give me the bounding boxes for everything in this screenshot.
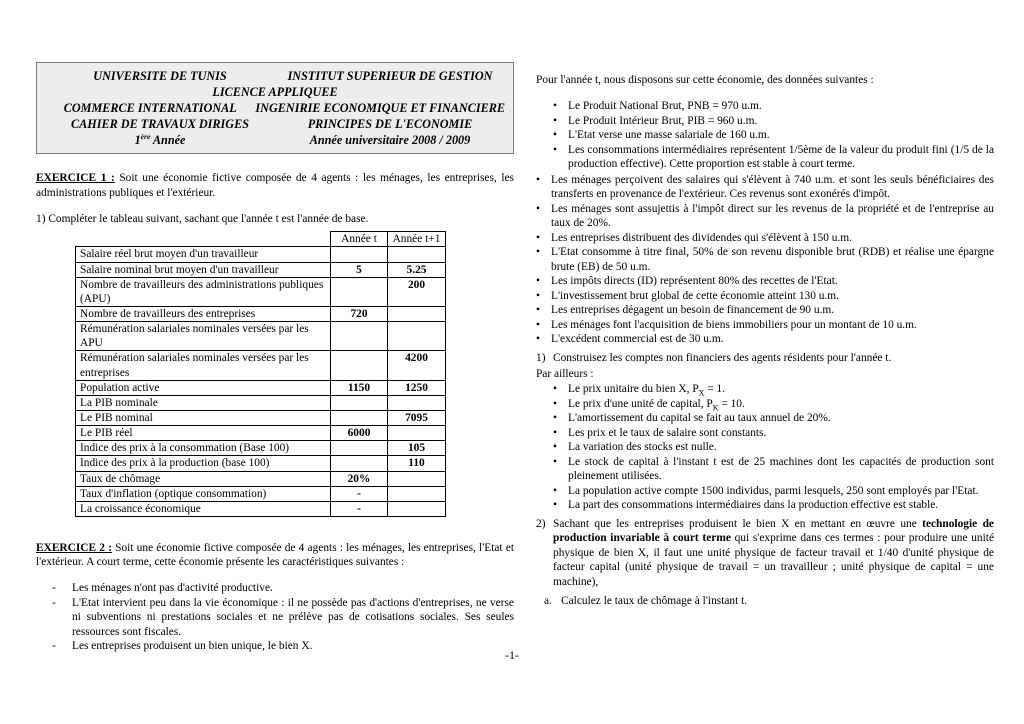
list-item bbox=[536, 332, 994, 346]
value-annee-t: 20% bbox=[331, 471, 388, 486]
subscript: K bbox=[712, 403, 719, 413]
value-annee-t1: 110 bbox=[388, 456, 446, 471]
list-item-text: Les entreprises produisent un bien unique, le bien X. bbox=[72, 640, 313, 653]
header-line-2 bbox=[45, 84, 505, 100]
row-label: Le PIB réel bbox=[76, 426, 331, 441]
value-annee-t bbox=[331, 351, 388, 380]
row-label: Indice des prix à la consommation (Base 100) bbox=[76, 441, 331, 456]
list-item bbox=[536, 173, 994, 202]
bullet-marker: • bbox=[536, 304, 540, 317]
value-annee-t bbox=[331, 247, 388, 262]
list-item-text: Le stock de capital à l'instant t est de 25 machines dont les capacités de production sont pleinement utilisées. bbox=[568, 455, 994, 483]
table-col-annee-t1: Année t+1 bbox=[388, 232, 446, 247]
row-label: La croissance économique bbox=[76, 501, 331, 516]
table-row bbox=[76, 322, 446, 351]
question-1-marker: 1) bbox=[536, 351, 546, 364]
bullet-marker: • bbox=[536, 202, 540, 215]
page-number: -1- bbox=[505, 648, 519, 662]
list-item-text: Les impôts directs (ID) représentent 80% des recettes de l'Etat. bbox=[551, 275, 838, 288]
par-ailleurs-label: Par ailleurs : bbox=[536, 367, 594, 380]
header-annee: 1ère Année bbox=[134, 132, 186, 148]
value-annee-t1: 7095 bbox=[388, 411, 446, 426]
header-line-5 bbox=[45, 132, 505, 148]
header-line-3 bbox=[45, 100, 505, 116]
value-annee-t1 bbox=[388, 471, 446, 486]
list-item-text: Les ménages n'ont pas d'activité productive. bbox=[72, 582, 273, 595]
table-corner-cell bbox=[76, 232, 331, 247]
list-item bbox=[553, 440, 994, 454]
header-principes: PRINCIPES DE L'ECONOMIE bbox=[307, 117, 473, 132]
row-label: Salaire nominal brut moyen d'un travailleur bbox=[76, 262, 331, 277]
header-university: UNIVERSITE DE TUNIS bbox=[93, 69, 227, 83]
table-row bbox=[76, 456, 446, 471]
value-annee-t bbox=[331, 456, 388, 471]
table-row bbox=[76, 351, 446, 380]
list-item-text: L'Etat consomme à titre final, 50% de son revenu disponible brut (RDB) et réalise une épargne brute (EB) de 50 u.m. bbox=[551, 246, 994, 273]
list-item-text: Les entreprises distribuent des dividendes qui s'élèvent à 150 u.m. bbox=[551, 231, 852, 244]
table-row bbox=[76, 471, 446, 486]
value-annee-t1: 105 bbox=[388, 441, 446, 456]
bullet-marker: • bbox=[553, 412, 557, 425]
header-ingenierie: INGENIRIE ECONOMIQUE ET FINANCIERE bbox=[255, 101, 505, 116]
dash-marker: - bbox=[52, 582, 56, 595]
table-row bbox=[76, 395, 446, 410]
bullet-marker: • bbox=[536, 318, 540, 331]
exercise1-intro bbox=[36, 171, 514, 200]
list-item bbox=[536, 274, 994, 288]
list-item bbox=[553, 99, 994, 113]
table-row bbox=[76, 411, 446, 426]
table-col-annee-t: Année t bbox=[331, 232, 388, 247]
bullet-marker: • bbox=[553, 114, 557, 127]
list-item-text: Le Produit National Brut, PNB = 970 u.m. bbox=[568, 100, 762, 113]
row-label: Taux d'inflation (optique consommation) bbox=[76, 486, 331, 501]
assumptions-list bbox=[536, 382, 994, 512]
table-row bbox=[76, 486, 446, 501]
exercise2-intro bbox=[36, 541, 514, 570]
header-line-1 bbox=[45, 68, 505, 84]
list-item-text: L'excédent commercial est de 30 u.m. bbox=[551, 333, 724, 346]
two-column-layout bbox=[36, 62, 994, 654]
list-item bbox=[553, 498, 994, 512]
list-item-text: La part des consommations intermédiaires dans la production effective est stable. bbox=[568, 499, 939, 512]
header-cahier: CAHIER DE TRAVAUX DIRIGES bbox=[70, 117, 249, 132]
bullet-marker: • bbox=[553, 484, 557, 497]
bullet-marker: • bbox=[553, 426, 557, 439]
row-label: Le PIB nominal bbox=[76, 411, 331, 426]
economy-data-list-b bbox=[536, 173, 994, 347]
superscript: ère bbox=[140, 132, 151, 142]
list-item-text: Les ménages font l'acquisition de biens immobiliers pour un montant de 10 u.m. bbox=[551, 318, 917, 331]
table-row bbox=[76, 441, 446, 456]
list-item bbox=[553, 426, 994, 440]
list-item-text: Les ménages sont assujettis à l'impôt direct sur les revenus de la propriété et de l'entreprise au taux de 20%. bbox=[551, 202, 994, 230]
question-1-text: Construisez les comptes non financiers des agents résidents pour l'année t. bbox=[553, 351, 892, 364]
value-annee-t: 720 bbox=[331, 307, 388, 322]
exercise2-intro-text: Soit une économie fictive composée de 4 agents : les ménages, les entreprises, l'Etat et l'extérieur. A court terme, cette économie présente les caractéristiques suivantes : bbox=[36, 541, 514, 569]
value-annee-t1: 5.25 bbox=[388, 262, 446, 277]
list-item-text: La variation des stocks est nulle. bbox=[568, 441, 717, 454]
table-row bbox=[76, 501, 446, 516]
question-2a bbox=[544, 594, 994, 608]
header-annee-universitaire: Année universitaire 2008 / 2009 bbox=[309, 133, 471, 148]
header-licence: LICENCE APPLIQUEE bbox=[212, 85, 338, 100]
list-item-text: Les prix et le taux de salaire sont constants. bbox=[568, 426, 767, 439]
table-header-row bbox=[76, 232, 446, 247]
question-1 bbox=[536, 351, 994, 365]
table-row bbox=[76, 277, 446, 306]
bullet-marker: • bbox=[536, 246, 540, 259]
question-2-marker: 2) bbox=[536, 517, 546, 530]
list-item-text: L'Etat verse une masse salariale de 160 u.m. bbox=[568, 129, 770, 142]
exercise1-table bbox=[75, 231, 446, 517]
table-row bbox=[76, 307, 446, 322]
header-institute: INSTITUT SUPERIEUR DE GESTION bbox=[287, 69, 493, 83]
list-item bbox=[553, 455, 994, 484]
row-label: Population active bbox=[76, 380, 331, 395]
value-annee-t1 bbox=[388, 426, 446, 441]
list-item bbox=[536, 202, 994, 231]
row-label: Nombre de travailleurs des entreprises bbox=[76, 307, 331, 322]
table-row bbox=[76, 380, 446, 395]
value-annee-t: 1150 bbox=[331, 380, 388, 395]
left-column bbox=[36, 62, 514, 654]
value-annee-t bbox=[331, 395, 388, 410]
value-annee-t1: 200 bbox=[388, 277, 446, 306]
bullet-marker: • bbox=[536, 333, 540, 346]
list-item bbox=[553, 143, 994, 172]
exercise1-title: EXERCICE 1 : bbox=[36, 172, 115, 185]
value-annee-t1 bbox=[388, 307, 446, 322]
exercise1-question: 1) Compléter le tableau suivant, sachant que l'année t est l'année de base. bbox=[36, 212, 369, 225]
value-annee-t: - bbox=[331, 486, 388, 501]
list-item-text: La population active compte 1500 individus, parmi lesquels, 250 sont employés par l'Etat. bbox=[568, 484, 979, 497]
exercise2-list bbox=[36, 581, 514, 653]
bold-segment: technologie de production invariable à court terme bbox=[553, 517, 994, 545]
header-commerce: COMMERCE INTERNATIONAL bbox=[63, 101, 237, 116]
list-item bbox=[536, 231, 994, 245]
question-2-text: Sachant que les entreprises produisent le bien X en mettant en œuvre une technologie de production invariable à court terme qui s'exprime dans ces termes : pour produire une unité physique de bien X, il faut une unité physique de facteur travail et 1/40 d'unité physique de facteur capital (unité physique de travail = un travailleur ; unité physique de capital = une machine), bbox=[553, 517, 994, 588]
question-2a-marker: a. bbox=[544, 595, 552, 608]
data-intro: Pour l'année t, nous disposons sur cette économie, des données suivantes : bbox=[536, 74, 874, 87]
row-label: Rémunération salariales nominales versées par les APU bbox=[76, 322, 331, 351]
list-item-text: Le Produit Intérieur Brut, PIB = 960 u.m. bbox=[568, 114, 758, 127]
value-annee-t bbox=[331, 277, 388, 306]
list-item-text: L'investissement brut global de cette économie atteint 130 u.m. bbox=[551, 289, 840, 302]
list-item bbox=[52, 581, 514, 595]
value-annee-t1: 4200 bbox=[388, 351, 446, 380]
list-item-text: L'amortissement du capital se fait au taux annuel de 20%. bbox=[568, 412, 831, 425]
exercise2-title: EXERCICE 2 : bbox=[36, 541, 112, 554]
list-item bbox=[536, 245, 994, 274]
list-item bbox=[553, 397, 994, 411]
list-item bbox=[553, 411, 994, 425]
bullet-marker: • bbox=[553, 397, 557, 410]
row-label: Rémunération salariales nominales versées par les entreprises bbox=[76, 351, 331, 380]
value-annee-t: - bbox=[331, 501, 388, 516]
course-header-box bbox=[36, 62, 514, 154]
subscript: X bbox=[698, 388, 705, 398]
row-label: Salaire réel brut moyen d'un travailleur bbox=[76, 247, 331, 262]
value-annee-t1 bbox=[388, 322, 446, 351]
list-item bbox=[553, 382, 994, 396]
bullet-marker: • bbox=[553, 129, 557, 142]
list-item bbox=[52, 596, 514, 639]
value-annee-t: 6000 bbox=[331, 426, 388, 441]
right-column bbox=[536, 62, 994, 609]
list-item bbox=[536, 289, 994, 303]
value-annee-t1 bbox=[388, 501, 446, 516]
value-annee-t1 bbox=[388, 247, 446, 262]
value-annee-t bbox=[331, 322, 388, 351]
dash-marker: - bbox=[52, 640, 56, 653]
list-item-text: Le prix d'une unité de capital, $P_K = 10$. bbox=[568, 397, 745, 413]
table-row bbox=[76, 262, 446, 277]
bullet-marker: • bbox=[536, 275, 540, 288]
exercise1-intro-text: Soit une économie fictive composée de 4 agents : les ménages, les entreprises, les administrations publiques et l'extérieur. bbox=[36, 172, 514, 199]
row-label: La PIB nominale bbox=[76, 395, 331, 410]
bullet-marker: • bbox=[536, 289, 540, 302]
row-label: Taux de chômage bbox=[76, 471, 331, 486]
value-annee-t bbox=[331, 411, 388, 426]
list-item bbox=[536, 318, 994, 332]
row-label: Nombre de travailleurs des administrations publiques (APU) bbox=[76, 277, 331, 306]
list-item bbox=[553, 114, 994, 128]
bullet-marker: • bbox=[553, 100, 557, 113]
bullet-marker: • bbox=[536, 173, 540, 186]
header-line-4 bbox=[45, 116, 505, 132]
question-2a-text: Calculez le taux de chômage à l'instant t. bbox=[561, 595, 748, 608]
value-annee-t1 bbox=[388, 395, 446, 410]
bullet-marker: • bbox=[553, 499, 557, 512]
bullet-marker: • bbox=[536, 231, 540, 244]
value-annee-t bbox=[331, 441, 388, 456]
list-item bbox=[553, 128, 994, 142]
value-annee-t1: 1250 bbox=[388, 380, 446, 395]
list-item-text: L'Etat intervient peu dans la vie économique : il ne possède pas d'actions d'entreprises, ne verse ni subventions ni prestations sociales et ne prélève pas de cotisations sociales. Ses seules ressources sont fiscales. bbox=[72, 596, 514, 638]
list-item bbox=[536, 303, 994, 317]
table-row bbox=[76, 247, 446, 262]
list-item-text: Les consommations intermédiaires représentent 1/5ème de la valeur du produit fini (1/5 de la production effective). Cette proportion est stable à court terme. bbox=[568, 143, 994, 171]
economy-data-list-a bbox=[536, 99, 994, 171]
list-item bbox=[553, 484, 994, 498]
dash-marker: - bbox=[52, 596, 56, 609]
row-label: Indice des prix à la production (base 100) bbox=[76, 456, 331, 471]
value-annee-t1 bbox=[388, 486, 446, 501]
bullet-marker: • bbox=[553, 441, 557, 454]
list-item-text: Les entreprises dégagent un besoin de financement de 90 u.m. bbox=[551, 304, 835, 317]
table-row bbox=[76, 426, 446, 441]
bullet-marker: • bbox=[553, 455, 557, 468]
value-annee-t: 5 bbox=[331, 262, 388, 277]
bullet-marker: • bbox=[553, 383, 557, 396]
list-item-text: Le prix unitaire du bien X, $P_X = 1$. bbox=[568, 383, 726, 398]
bullet-marker: • bbox=[553, 143, 557, 156]
list-item-text: Les ménages perçoivent des salaires qui s'élèvent à 740 u.m. et sont les seuls bénéficiaires des transferts en provenance de l'extérieur. Ces revenus sont exonérés d'impôt. bbox=[551, 173, 994, 201]
question-2 bbox=[536, 517, 994, 589]
